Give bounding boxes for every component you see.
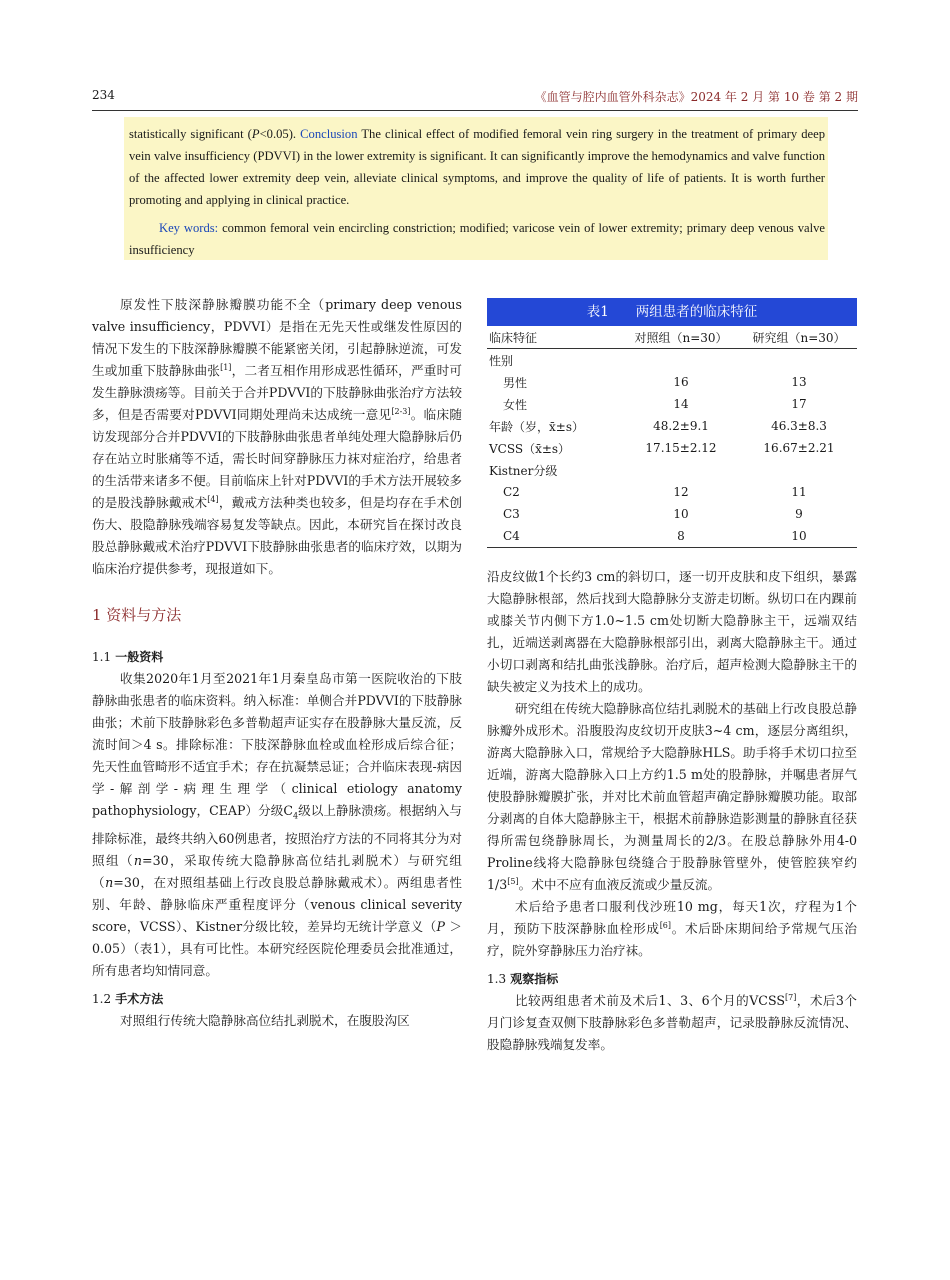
postop-paragraph <box>487 896 857 962</box>
surgery-continued-paragraph: 沿皮纹做1个长约3 cm的斜切口，逐一切开皮肤和皮下组织，暴露大隐静脉根部，然后找到大隐静脉分支游走切断。纵切口在内踝前或膝关节内侧下方1.0~1.5 cm处切断大隐静脉主干，远端双结扎，近端送剥离器在大隐静脉根部引出，剥离大隐静脉主干。通过小切口剥离和结扎曲张浅静脉。治疗后，超声检测大隐静脉主干的缺失被定义为技术上的成功。 <box>487 569 857 694</box>
intro-paragraph <box>92 294 462 580</box>
body-text: 。术中不应有血液反流或少量反流。 <box>518 877 721 892</box>
intro-text: 原发性下肢深静脉瓣膜功能不全（primary deep venous valve insufficiency，PDVVI）是指在无先天性或继发性原因的情况下发生的下肢深静脉瓣膜不能紧密关闭，引起静脉逆流，可发生或加重下肢静脉曲张 <box>92 297 462 378</box>
subsection-label: 手术方法 <box>111 991 164 1006</box>
subsection-title <box>487 968 857 990</box>
table-row <box>487 525 857 548</box>
conclusion-label: Conclusion <box>300 127 358 141</box>
intro-text: 。临床随访发现部分合并PDVVI的下肢静脉曲张患者单纯处理大隐静脉后仍存在站立时胀痛等不适，需长时间穿静脉压力袜对症治疗，给患者的生活带来诸多不便。目前临床上针对PDVVI的手术方法开展较多的是股浅静脉戴戒术 <box>92 407 463 510</box>
abstract-p-value: <0.05). <box>259 127 301 141</box>
body-text: ＞ 0.05）（表1），具有可比性。本研究经医院伦理委员会批准通过，所有患者均知情同意。 <box>92 918 462 978</box>
citation[interactable]: [1] <box>220 362 232 372</box>
table-cell: 性别 <box>489 353 514 368</box>
journal-title: 《血管与腔内血管外科杂志》2024 年 2 月 第 10 卷 第 2 期 <box>534 90 858 104</box>
table-cell <box>741 459 857 481</box>
subsection-number: 1.3 <box>487 972 507 986</box>
right-column <box>487 566 857 1056</box>
subsection-label: 一般资料 <box>111 650 164 664</box>
characteristics-table <box>487 326 857 548</box>
subscript: 4 <box>292 811 299 821</box>
subsection-title <box>92 646 462 668</box>
table-row <box>487 371 857 393</box>
body-text: 研究组在传统大隐静脉高位结扎剥脱术的基础上行改良股总静脉瓣外成形术。沿腹股沟皮纹切开皮肤3~4 cm，逐层分离组织，游离大隐静脉入口，常规给予大隐静脉HLS。助手将手术切口拉至近端，游离大隐静脉入口上方约1.5 m处的股静脉，并嘱患者屏气使股静脉瓣膜扩张，并对比术前血管超声确定静脉瓣膜功能。取部分剥离的自体大隐静脉主干，根据术前静脉造影测量的静脉直径获得所需包绕静脉周长，为测量周长的2/3。在股总静脉外用4-0 Proline线将大隐静脉包绕缝合于股静脉管壁外，使管腔狭窄约1/3 <box>487 701 857 892</box>
table-row <box>487 415 857 437</box>
table-cell: C2 <box>503 485 520 499</box>
table-cell: 女性 <box>503 397 528 412</box>
table-cell: 48.2±9.1 <box>653 419 709 433</box>
table-cell: 16 <box>673 375 689 389</box>
table-cell <box>741 349 857 372</box>
left-column <box>92 294 462 1032</box>
table-cell: 17 <box>791 397 807 411</box>
p-symbol: P <box>436 918 446 934</box>
table-header-row <box>487 326 857 349</box>
table-cell: C4 <box>503 529 520 543</box>
table-cell: 男性 <box>503 375 528 390</box>
section-title: 1 资料与方法 <box>92 606 182 624</box>
table-row <box>487 481 857 503</box>
table-cell <box>621 459 741 481</box>
table-cell: 16.67±2.21 <box>763 441 835 455</box>
table-cell <box>621 349 741 372</box>
table-title: 表1 两组患者的临床特征 <box>487 298 857 326</box>
keywords-label: Key words: <box>159 221 219 235</box>
table-cell: 8 <box>677 529 685 543</box>
p-symbol: P <box>251 127 260 141</box>
table-row <box>487 503 857 525</box>
table-header-cell: 研究组（n=30） <box>752 330 846 345</box>
english-abstract-box <box>124 117 828 260</box>
table-row <box>487 459 857 481</box>
page-header <box>92 88 858 108</box>
table-cell: 46.3±8.3 <box>771 419 827 433</box>
abstract-keywords <box>129 217 825 261</box>
header-rule <box>92 110 858 111</box>
subsection-number: 1.2 <box>92 991 112 1006</box>
page-number: 234 <box>92 88 115 102</box>
table-row <box>487 437 857 459</box>
table-cell: 11 <box>791 485 807 499</box>
table-cell: C3 <box>503 507 520 521</box>
body-text: =30，采取传统大隐静脉高位结扎剥脱术）与研究组（ <box>92 852 463 890</box>
intro-text: ，戴戒方法种类也较多，但是均存在手术创伤大、股隐静脉残端容易复发等缺点。因此，本研究旨在探讨改良股总静脉戴戒术治疗PDVVI下肢静脉曲张患者的临床疗效，以期为临床治疗提供参考，现报道如下。 <box>92 495 463 576</box>
body-text: 。术后卧床期间给予常规气压治疗，院外穿静脉压力治疗袜。 <box>487 921 858 958</box>
citation[interactable]: [6] <box>659 920 672 930</box>
body-text: 级以上静脉溃疡。根据纳入与排除标准，最终共纳入60例患者，按照治疗方法的不同将其分为对照组（ <box>92 803 462 868</box>
citation[interactable]: [7] <box>784 992 797 1002</box>
body-text: 比较两组患者术前及术后1、3、6个月的VCSS <box>515 993 785 1008</box>
table-cell: 9 <box>795 507 803 521</box>
table-cell: 年龄（岁，x̄±s） <box>489 419 584 434</box>
citation[interactable]: [4] <box>207 494 219 504</box>
table-header-cell: 临床特征 <box>489 330 538 345</box>
n-symbol: n <box>105 874 114 890</box>
citation[interactable]: [2-3] <box>391 406 411 416</box>
subsection-label: 观察指标 <box>506 972 559 986</box>
table-cell: 10 <box>673 507 689 521</box>
conclusion-text: The clinical effect of modified femoral vein ring surgery in the treatment of primary deep vein valve insufficiency (PDVVI) in the lower extremity is significant. It can significantly improve the hemodynamics and valve function of the affected lower extremity deep vein, alleviate clinical symptoms, and improve the quality of life of patients. It is worth further promoting and applying in clinical practice. <box>129 127 825 207</box>
table-cell: 10 <box>791 529 807 543</box>
table-cell: VCSS（x̄±s） <box>489 441 571 456</box>
table-cell: 12 <box>673 485 689 499</box>
intro-text: ，二者互相作用形成恶性循环，严重时可发生静脉溃疡等。目前关于合并PDVVI的下肢静脉曲张治疗方法较多，但是否需要对PDVVI同期处理尚未达成统一意见 <box>92 363 463 422</box>
general-data-paragraph <box>92 668 462 982</box>
table-row <box>487 393 857 415</box>
keywords-text: common femoral vein encircling constriction; modified; varicose vein of lower extremity; primary deep venous valve insufficiency <box>129 221 825 257</box>
table-cell: 13 <box>791 375 807 389</box>
table-cell: 17.15±2.12 <box>645 441 717 455</box>
table-row <box>487 349 857 372</box>
subsection-title <box>92 988 462 1010</box>
table-cell: 14 <box>673 397 689 411</box>
body-text: =30，在对照组基础上行改良股总静脉戴戒术）。两组患者性别、年龄、静脉临床严重程度评分（venous clinical severity score，VCSS）、Kistner分级比较，差异均无统计学意义（ <box>92 874 462 934</box>
surgery-paragraph: 对照组行传统大隐静脉高位结扎剥脱术，在腹股沟区 <box>120 1012 410 1028</box>
body-text: 术后给予患者口服利伐沙班10 mg，每天1次，疗程为1个月，预防下肢深静脉血栓形成 <box>487 899 857 936</box>
body-text: ，术后3个月门诊复查双侧下肢静脉彩色多普勒超声，记录股静脉反流情况、股隐静脉残端复发率。 <box>487 993 857 1052</box>
n-symbol: n <box>133 852 143 868</box>
table-header-cell: 对照组（n=30） <box>634 330 728 345</box>
study-group-paragraph <box>487 698 857 896</box>
body-text: 收集2020年1月至2021年1月秦皇岛市第一医院收治的下肢静脉曲张患者的临床资料。纳入标准：单侧合并PDVVI的下肢静脉曲张；术前下肢静脉彩色多普勒超声证实存在股静脉大量反流，反流时间＞4 s。排除标准：下肢深静脉血栓或血栓形成后综合征；先天性血管畸形不适宜手术；存在抗凝禁忌证；合并临床表现-病因学-解剖学-病理生理学（clinical etiology anatomy pathophysiology，CEAP）分级C <box>92 671 462 818</box>
abstract-text: statistically significant ( <box>129 127 252 141</box>
table-cell: Kistner分级 <box>489 463 558 478</box>
table-1 <box>487 298 857 548</box>
citation[interactable]: [5] <box>507 876 519 886</box>
abstract-conclusion <box>129 123 825 211</box>
subsection-number: 1.1 <box>92 650 112 664</box>
observation-paragraph <box>487 990 857 1056</box>
